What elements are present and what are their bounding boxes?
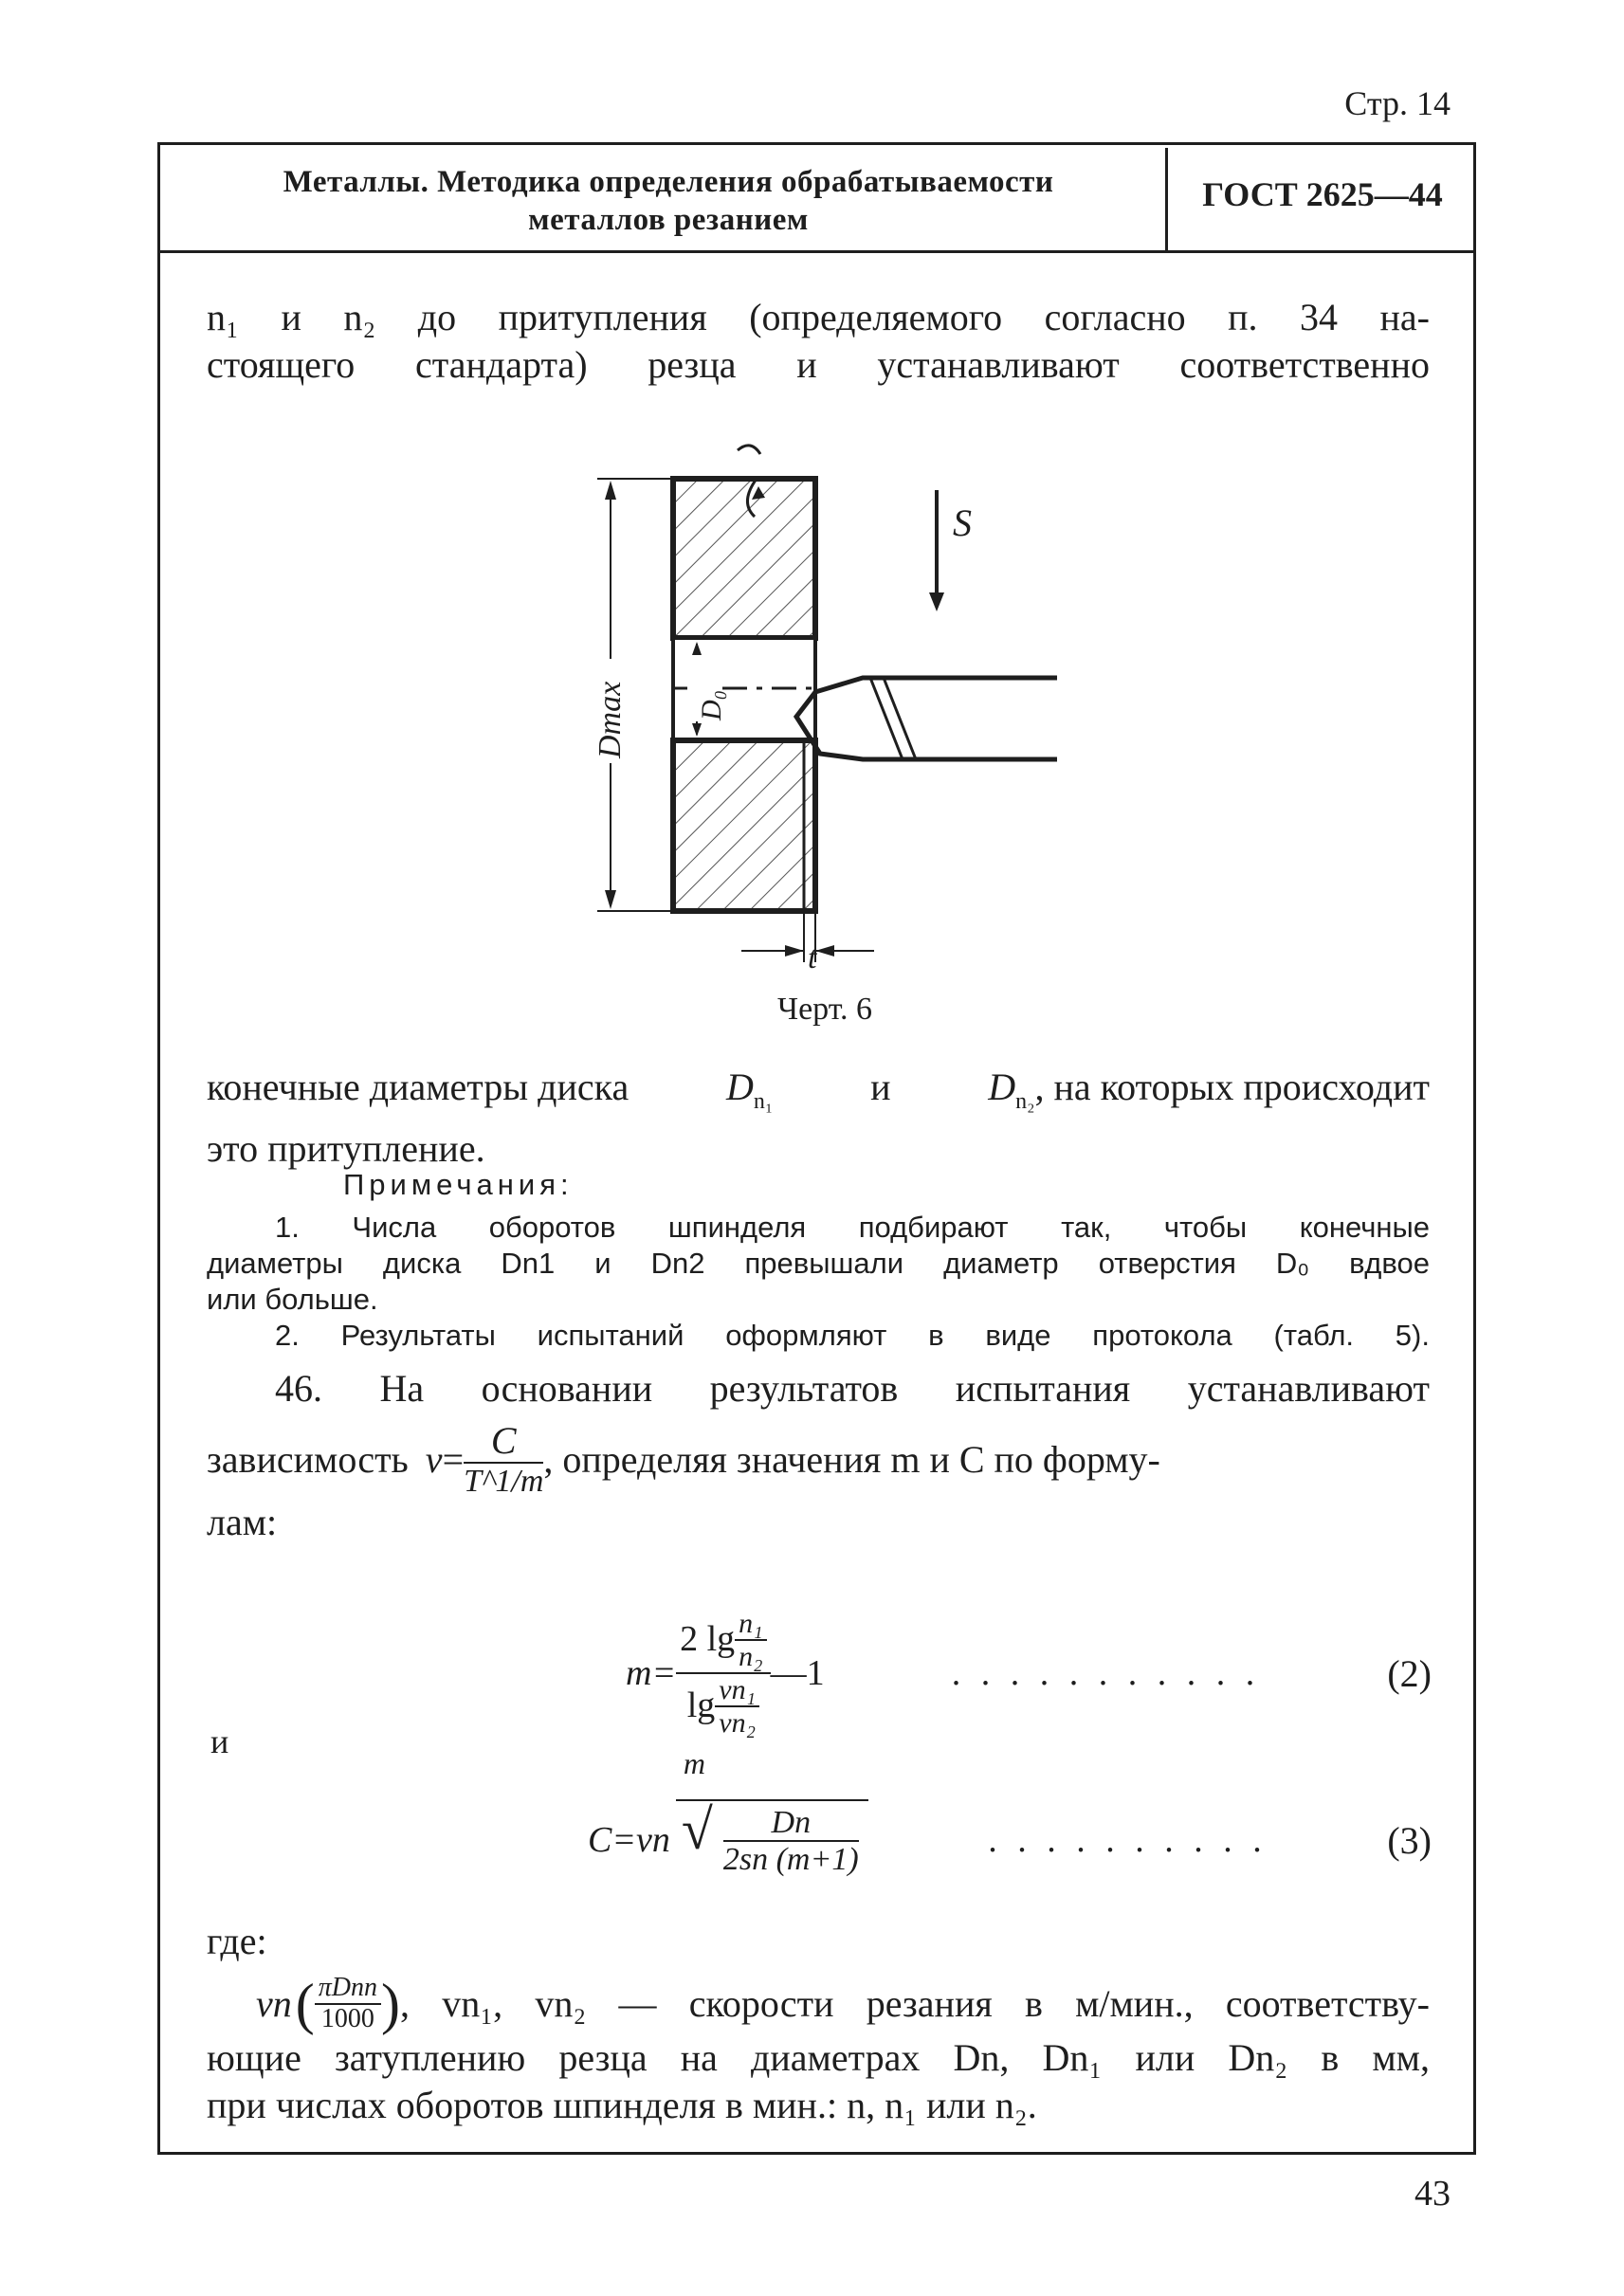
formula3-number: (3) bbox=[1387, 1818, 1432, 1862]
dmax-label: Dmax bbox=[593, 681, 628, 758]
conjunction-and: и bbox=[210, 1722, 229, 1760]
header-title-line2: металлов резанием bbox=[528, 203, 809, 237]
notes-block bbox=[207, 1210, 1430, 1354]
note1-line3: или больше. bbox=[207, 1283, 378, 1316]
after-figure-text-a: конечные диаметры диска bbox=[207, 1066, 630, 1108]
intro-line1: n₁ и n₂ до притупления (определяемого согласно п. 34 на- bbox=[207, 296, 1430, 338]
header-bottom-rule bbox=[157, 250, 1476, 253]
header-title bbox=[190, 163, 1147, 239]
formula-3 bbox=[588, 1745, 1432, 1902]
where-def-rest: , vn₁, vn₂ — скорости резания в м/мин., соответству- bbox=[399, 1981, 1430, 2025]
after-figure-line2: это притупление. bbox=[207, 1127, 485, 1170]
upper-disk-section bbox=[673, 479, 815, 638]
figure-drawing bbox=[531, 431, 1100, 991]
note1-line2: диаметры диска Dn1 и Dn2 превышали диаметр отверстия D₀ вдвое bbox=[207, 1247, 1430, 1280]
formula2-dots: . . . . . . . . . . . bbox=[951, 1653, 1261, 1693]
formula2-number: (2) bbox=[1387, 1651, 1432, 1695]
d0-label: D₀ bbox=[696, 689, 727, 720]
formula2-fraction: 2 lg $\frac{\text{n₁}}{\text{n₂}}$ lg $\frac{\text{vn₁}}{\text{vn₂}}$ bbox=[676, 1608, 771, 1739]
header-divider bbox=[1165, 148, 1168, 252]
note1-line1: 1. Числа оборотов шпинделя подбирают так, чтобы конечные bbox=[275, 1211, 1430, 1244]
after-figure-and: и bbox=[870, 1066, 891, 1108]
after-figure-line1 bbox=[207, 1064, 1430, 1125]
where-line2: ющие затуплению резца на диаметрах Dn, Dn₁ или Dn₂ в мм, bbox=[207, 2035, 1430, 2079]
formula2-m: m= bbox=[626, 1653, 677, 1693]
section46 bbox=[207, 1365, 1430, 1546]
formula3-lhs: C=vn bbox=[588, 1820, 670, 1860]
where-definition bbox=[207, 1974, 1430, 2129]
section46-v: v bbox=[425, 1437, 443, 1481]
page-label: Стр. 14 bbox=[1344, 84, 1451, 122]
where-line1: vn ( $\frac{\text{πDnn}}{1000}$ ) , vn₁, vn₂ — скорости резания в м/мин., соответству- bbox=[256, 1972, 1430, 2035]
where-line3: при числах оборотов шпинделя в мин.: n, n₁ или n₂. bbox=[207, 2083, 1037, 2126]
after-figure-paragraph bbox=[207, 1064, 1430, 1173]
section46-line1: 46. На основании результатов испытания устанавливают bbox=[275, 1367, 1430, 1410]
frame-right-border bbox=[1473, 142, 1476, 2154]
lower-disk-section bbox=[673, 740, 815, 911]
page-number: 43 bbox=[1414, 2174, 1451, 2214]
note2: 2. Результаты испытаний оформляют в виде протокола (табл. 5). bbox=[275, 1319, 1430, 1352]
footer-rule bbox=[157, 2152, 1476, 2155]
intro-paragraph bbox=[207, 294, 1430, 389]
header-top-rule bbox=[157, 142, 1476, 145]
frame-left-border bbox=[157, 142, 160, 2154]
section46-line3: лам: bbox=[207, 1501, 278, 1544]
rotation-arrow bbox=[738, 446, 760, 454]
section46-lead: зависимость bbox=[207, 1437, 409, 1481]
formula3-radical: m √ $\frac{Dn}{2sn (m+1)}$ bbox=[676, 1799, 868, 1882]
section46-eq: = bbox=[442, 1437, 465, 1481]
where-vn: vn bbox=[256, 1981, 292, 2025]
formula2-minus1: —1 bbox=[770, 1653, 825, 1693]
where-label: где: bbox=[207, 1920, 267, 1962]
after-figure-d2: $D_{n_2}$, на которых происходит bbox=[988, 1066, 1430, 1114]
formula-2 bbox=[626, 1578, 1432, 1768]
section46-tail: , определяя значения m и C по форму- bbox=[543, 1437, 1160, 1481]
t-label: t bbox=[808, 940, 817, 975]
cutting-tool bbox=[796, 678, 1057, 759]
header-gost: ГОСТ 2625—44 bbox=[1202, 175, 1443, 213]
formula3-root-index: m bbox=[683, 1745, 705, 1780]
notes-title: Примечания: bbox=[343, 1168, 574, 1201]
formula3-dots: . . . . . . . . . . bbox=[988, 1820, 1268, 1860]
section46-fraction: $\frac{C}{T\^{}1/m}$ bbox=[464, 1419, 544, 1499]
feed-label: S bbox=[953, 501, 972, 544]
intro-line2: стоящего стандарта) резца и устанавливают соответственно bbox=[207, 343, 1430, 386]
where-paren-fraction: $\frac{\text{πDnn}}{1000}$ bbox=[315, 1974, 381, 2034]
header-title-line1: Металлы. Методика определения обрабатываемости bbox=[283, 165, 1054, 199]
after-figure-d1: $D_{n_1}$ bbox=[726, 1066, 774, 1114]
section46-line2 bbox=[207, 1420, 1430, 1499]
figure-caption: Черт. 6 bbox=[776, 992, 873, 1027]
